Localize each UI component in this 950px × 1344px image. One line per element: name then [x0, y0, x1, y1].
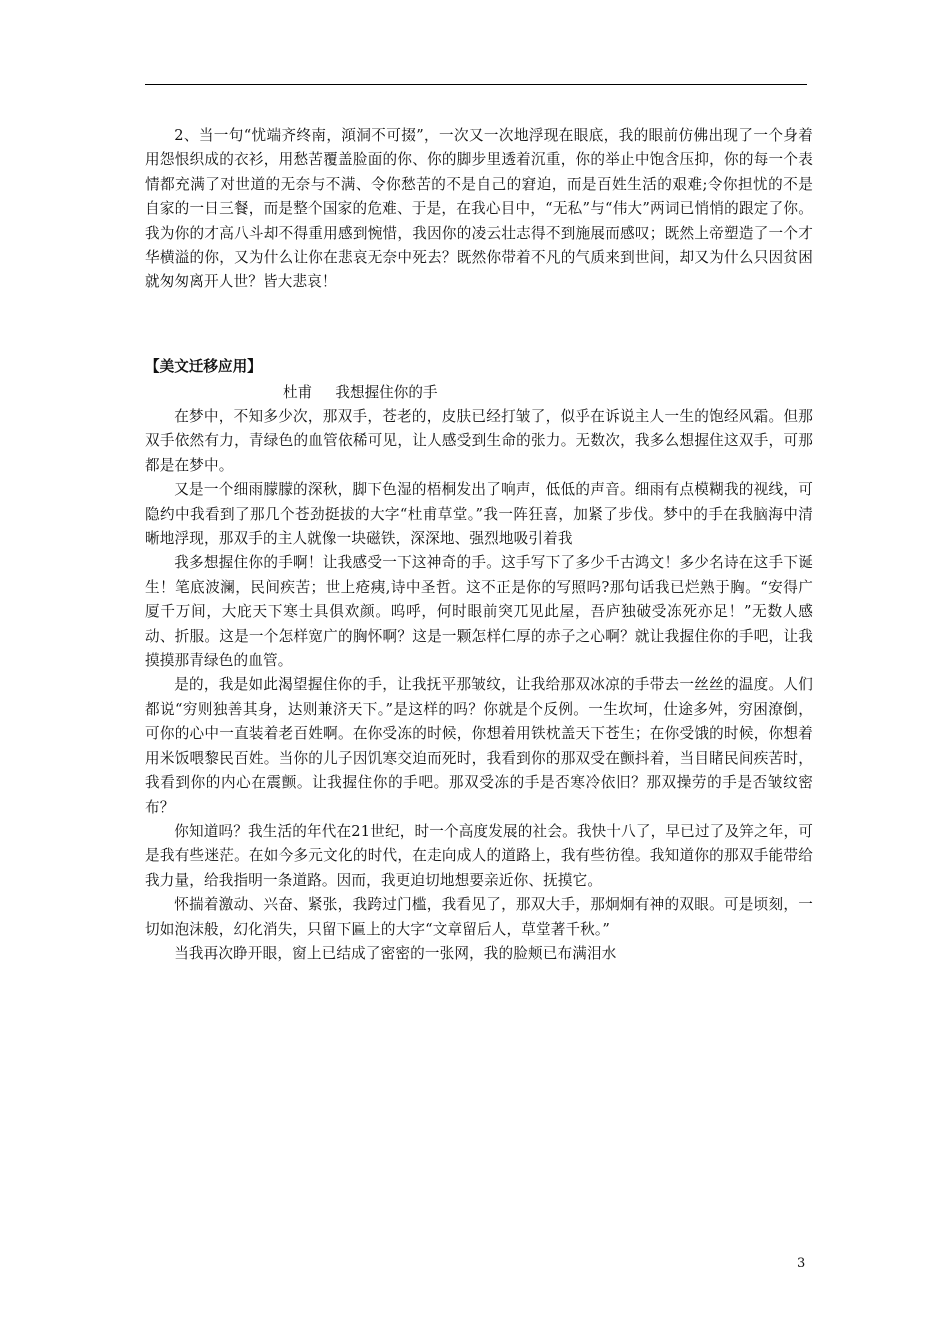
section-heading: 【美文迁移应用】 — [145, 358, 262, 375]
essay-paragraph: 你知道吗？我生活的年代在21世纪，时一个高度发展的社会。我快十八了，早已过了及笄之年，可是我有些迷茫。在如今多元文化的时代，在走向成人的道路上，我有些彷徨。我知道你的那双手能带给我力量，给我指明一条道路。因而，我更迫切地想要亲近你、抚摸它。 — [145, 822, 813, 889]
essay-paragraph: 我多想握住你的手啊！让我感受一下这神奇的手。这手写下了多少千古鸿文！多少名诗在这手下诞生！笔底波澜，民间疾苦；世上疮痍,诗中圣哲。这不正是你的写照吗?那句话我已烂熟于胸。“安得广厦千万间，大庇天下寒士具俱欢颜。呜呼，何时眼前突兀见此屋，吾庐独破受冻死亦足！”无数人感动、折服。这是一个怎样宽广的胸怀啊？这是一颗怎样仁厚的赤子之心啊？就让我握住你的手吧，让我摸摸那青绿色的血管。 — [145, 554, 813, 670]
page-number: 3 — [797, 1256, 806, 1271]
essay-paragraph: 当我再次睁开眼，窗上已结成了密密的一张网，我的脸颊已布满泪水 — [174, 944, 617, 962]
essay-paragraph: 怀揣着激动、兴奋、紧张，我跨过门槛，我看见了，那双大手，那炯炯有神的双眼。可是顷刻，一切如泡沫般，幻化消失，只留下匾上的大字“文章留后人，草堂著千秋。” — [145, 896, 813, 938]
essay-body — [145, 405, 813, 966]
essay-title: 杜甫 我想握住你的手 — [283, 384, 438, 401]
header-rule — [145, 84, 807, 85]
answer-block — [145, 124, 813, 295]
essay-paragraph: 是的，我是如此渴望握住你的手，让我抚平那皱纹，让我给那双冰凉的手带去一丝丝的温度。人们都说“穷则独善其身，达则兼济天下。”是这样的吗？你就是个反例。一生坎坷，仕途多舛，穷困潦倒，可你的心中一直装着老百姓啊。在你受冻的时候，你想着用铁枕盖天下苍生；在你受饿的时候，你想着用米饭喂黎民百姓。当你的儿子因饥寒交迫而死时，我看到你的那双受在颤抖着，当目睹民间疾苦时，我看到你的内心在震颤。让我握住你的手吧。那双受冻的手是否寒冷依旧？那双操劳的手是否皱纹密布？ — [145, 676, 813, 816]
answer-paragraph: 2、当一句“忧端齐终南，澒洞不可掇”，一次又一次地浮现在眼底，我的眼前仿佛出现了一个身着用怨恨织成的衣衫，用愁苦覆盖脸面的你、你的脚步里透着沉重，你的举止中饱含压抑，你的每一个表情都充满了对世道的无奈与不满、令你愁苦的不是自己的窘迫，而是百姓生活的艰难;令你担忧的不是自家的一日三餐，而是整个国家的危难、于是，在我心目中，“无私”与“伟大”两词已悄悄的跟定了你。我为你的才高八斗却不得重用感到惋惜，我因你的凌云壮志得不到施展而感叹；既然上帝塑造了一个才华横溢的你，又为什么让你在悲哀无奈中死去？既然你带着不凡的气质来到世间，却又为什么只因贫困就匆匆离开人世？皆大悲哀！ — [145, 127, 813, 291]
essay-paragraph: 又是一个细雨朦朦的深秋，脚下色湿的梧桐发出了响声，低低的声音。细雨有点模糊我的视线，可隐约中我看到了那几个苍劲挺拔的大字“杜甫草堂。”我一阵狂喜，加紧了步伐。梦中的手在我脑海中清晰地浮现，那双手的主人就像一块磁铁，深深地、强烈地吸引着我 — [145, 481, 813, 548]
essay-paragraph: 在梦中，不知多少次，那双手，苍老的，皮肤已经打皱了，似乎在诉说主人一生的饱经风霜。但那双手依然有力，青绿色的血管依稀可见，让人感受到生命的张力。无数次，我多么想握住这双手，可那都是在梦中。 — [145, 408, 813, 474]
